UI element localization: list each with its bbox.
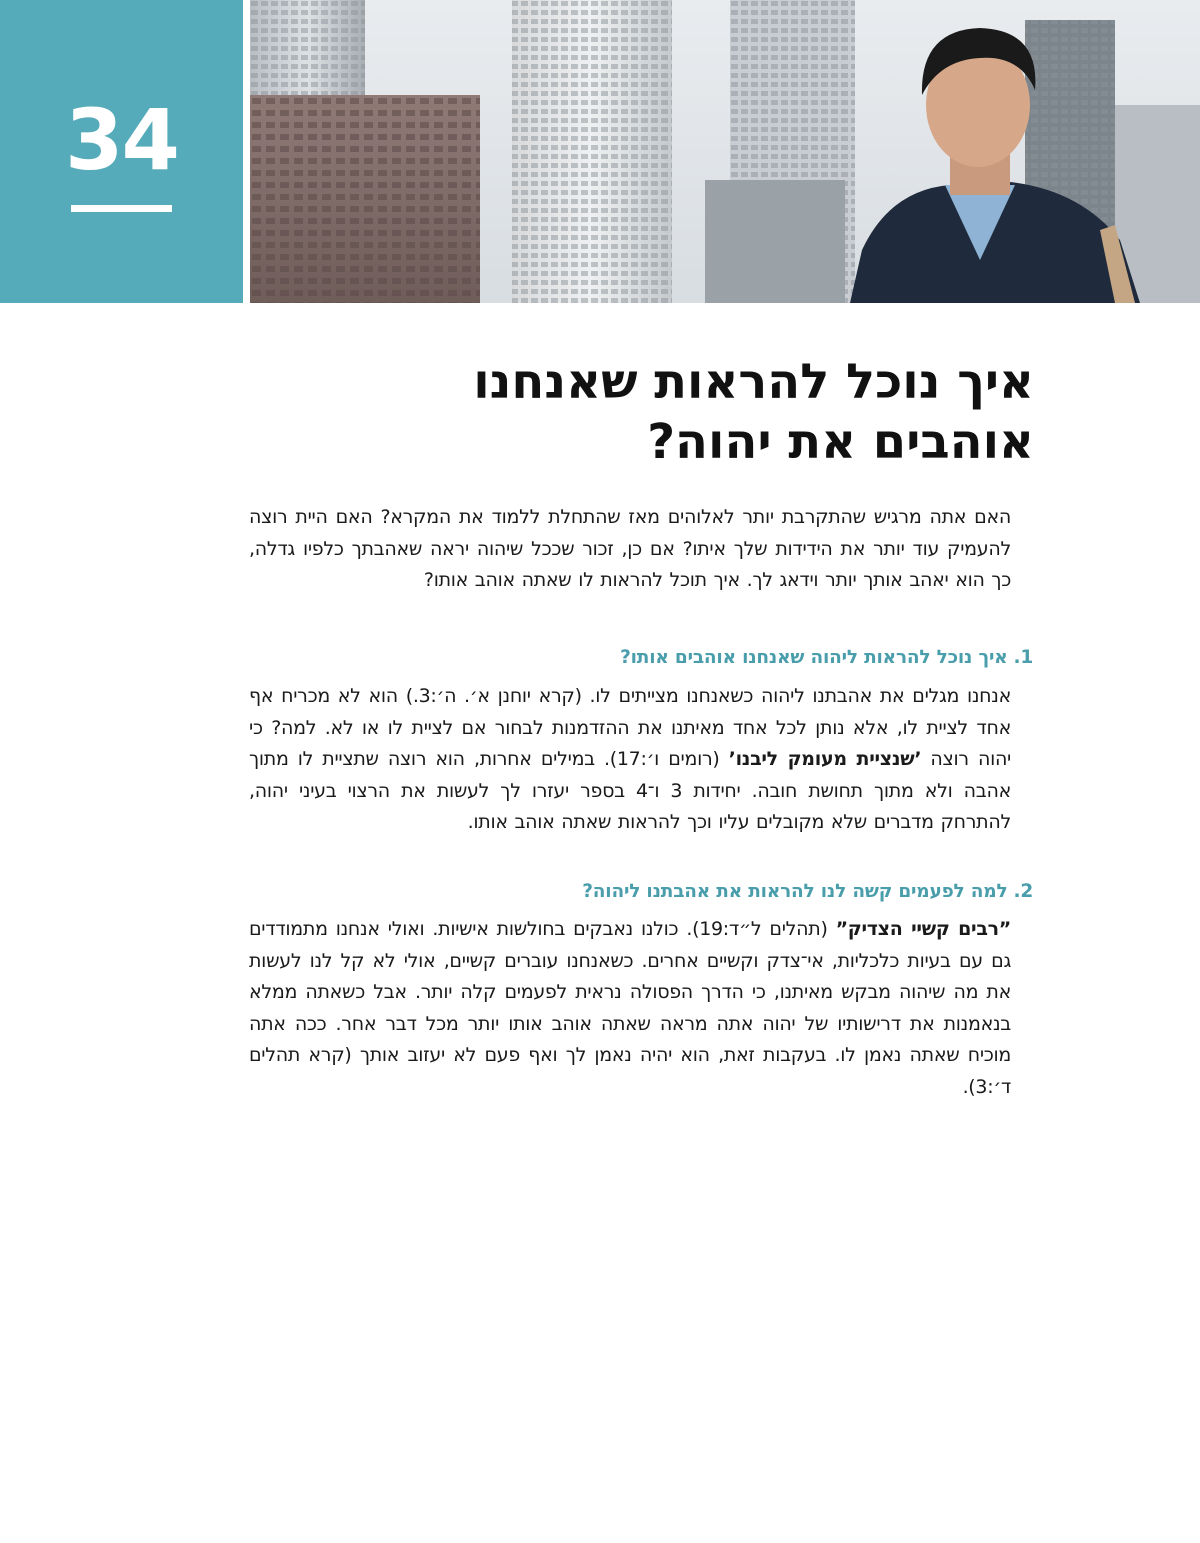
intro-paragraph: האם אתה מרגיש שהתקרבת יותר לאלוהים מאז שהתחלת ללמוד את המקרא? האם היית רוצה להעמיק עוד יותר את הידידות שלך איתו? אם כן, זכור שככל שיהוה יראה שאהבתך כלפיו גדלה, כך הוא יאהב אותך יותר וידאג לך. איך תוכל להראות לו שאתה אוהב אותו? bbox=[249, 506, 1011, 591]
lesson-number-underline bbox=[71, 205, 172, 212]
lesson-number: 34 bbox=[65, 91, 178, 189]
section-2-emphasis: ”רבים קשיי הצדיק” bbox=[835, 918, 1011, 940]
section-1-paragraph bbox=[249, 681, 1011, 839]
section-1-heading bbox=[233, 646, 1033, 670]
lesson-header bbox=[0, 0, 1200, 303]
section-1-number: 1. bbox=[1013, 647, 1033, 668]
page-title-line-2: אוהבים את יהוה? bbox=[647, 414, 1034, 470]
section-2-heading-text: למה לפעמים קשה לנו להראות את אהבתנו ליהוה? bbox=[582, 881, 1008, 902]
section-2-text-after: (תהלים ל״ד:19). כולנו נאבקים בחולשות אישיות. ואולי אנחנו מתמודדים גם עם בעיות כלכליות, אי־צדק וקשיים אחרים. כשאנחנו עוברים קשיים, אולי לא קל לנו לעשות את מה שיהוה מבקש מאיתנו, כי הדרך הפסולה נראית לפעמים קלה יותר. אבל כשאתה ממלא בנאמנות את דרישותיו של יהוה אתה מראה שאתה אוהב אותו יותר מכל דבר אחר. ככה אתה מוכיח שאתה נאמן לו. בעקבות זאת, הוא יהיה נאמן לך ואף פעם לא יעזוב אותך (קרא תהלים ד׳:3). bbox=[249, 918, 1011, 1098]
section-1-heading-text: איך נוכל להראות ליהוה שאנחנו אוהבים אותו? bbox=[620, 647, 1008, 668]
section-2-paragraph bbox=[249, 914, 1011, 1103]
section-1-text-before: אנחנו מגלים את אהבתנו ליהוה כשאנחנו מצייתים לו. (קרא יוחנן א׳. ה׳:3.) הוא לא מכריח אף אחד לציית לו, אלא נותן לכל אחד מאיתנו את ההזדמנות לבחור אם לציית לו או לא. למה? כי יהוה רוצה bbox=[249, 685, 1012, 770]
header-photo bbox=[250, 0, 1200, 303]
lesson-number-box bbox=[0, 0, 243, 303]
section-2-heading bbox=[233, 880, 1033, 904]
section-1-emphasis: ’שנציית מעומק ליבנו’ bbox=[728, 748, 922, 770]
section-2-number: 2. bbox=[1013, 881, 1033, 902]
page-title bbox=[274, 352, 1034, 472]
page-title-line-1: איך נוכל להראות שאנחנו bbox=[473, 354, 1034, 410]
section-1-text-after: (רומים ו׳:17). במילים אחרות, הוא רוצה שתציית לו מתוך אהבה ולא מתוך תחושת חובה. יחידות 3 ו־4 בספר יעזרו לך לעשות את הרצוי בעיני יהוה, להתרחק מדברים שלא מקובלים עליו וכך להראות שאתה אוהב אותו. bbox=[249, 748, 1011, 833]
